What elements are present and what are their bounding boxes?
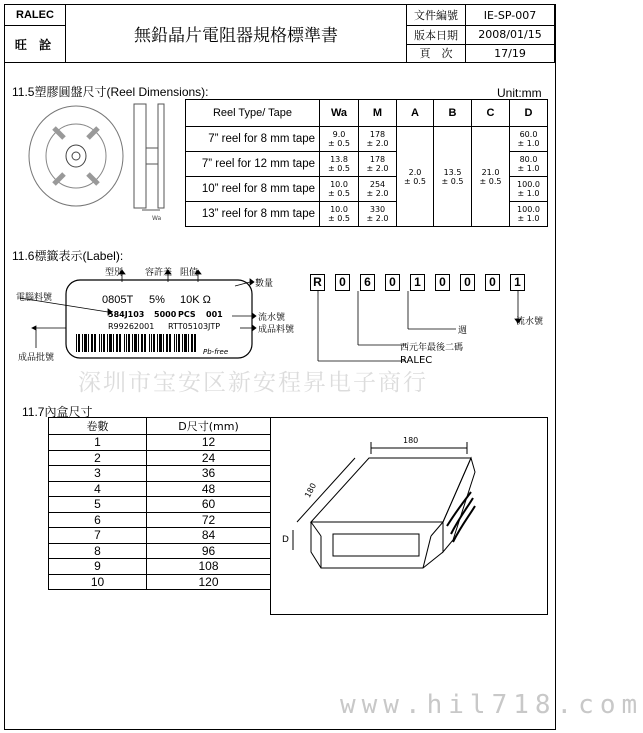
label-line3b: RTT05103JTP [168,322,221,331]
barcode-bar [141,334,143,352]
d-size-cell: 120 [147,574,271,590]
wa-value: 10.0 [330,205,348,214]
d-tol: ± 1.0 [517,139,540,148]
table-row [49,481,271,497]
table-row [49,497,271,513]
barcode-bar [76,334,77,352]
reel-type: 7” reel for 12 mm tape [186,152,320,177]
wa-tol: ± 0.5 [328,189,350,198]
quantity-label: 數量 [255,279,274,289]
barcode-bar [113,334,114,352]
pb-free: Pb-free [203,348,229,356]
d-value: 100.0 [517,180,540,189]
doc-title: 無鉛晶片電阻器規格標準書 [66,5,407,63]
version-date: 2008/01/15 [466,26,555,45]
inner-section-title: 11.7內盒尺寸 [22,405,93,419]
barcode-bar [178,334,180,352]
label-tolerance: 5% [149,294,165,306]
col-a: A [397,100,434,127]
table-row [49,512,271,528]
barcode-bar [82,334,83,352]
reel-section-title: 11.5塑膠圓盤尺寸(Reel Dimensions): [12,85,209,99]
table-row [49,450,271,466]
col-b: B [434,100,472,127]
version-label: 版本日期 [407,26,466,45]
code-brand-label: RALEC [400,355,433,366]
reel-drawing [14,98,184,226]
inner-box-drawing-frame [270,417,548,615]
code-week-label: 週 [458,326,468,336]
d-size-cell: 72 [147,512,271,528]
code-char-box: R [310,274,325,291]
barcode-bar [107,334,108,352]
code-char-box: 1 [510,274,525,291]
d-size-cell: 60 [147,497,271,513]
barcode-bar [144,334,146,352]
barcode-bar [169,334,171,352]
label-line2c: PCS [178,310,196,319]
code-char-box: 0 [435,274,450,291]
reel-count-cell: 4 [49,481,147,497]
reel-count-cell: 5 [49,497,147,513]
table-row [49,559,271,575]
col-d-size: D尺寸(mm) [147,418,271,435]
wa-tol: ± 0.5 [328,214,350,223]
barcode-bar [194,334,196,352]
wa-tol: ± 0.5 [328,164,350,173]
doc-no: IE-SP-007 [466,5,555,26]
label-line3a: R99262001 [108,322,155,331]
inner-table-header [49,418,271,435]
barcode-bar [109,334,112,352]
code-char-box: 0 [385,274,400,291]
d-size-cell: 108 [147,559,271,575]
reel-type: 10” reel for 8 mm tape [186,177,320,202]
barcode-bar [132,334,133,352]
barcode-bar [116,334,118,352]
c-value: 21.0 [481,167,500,177]
table-row [49,466,271,482]
col-d: D [510,100,548,127]
barcode-bar [182,334,183,352]
wa-value: 9.0 [332,130,346,139]
code-char-box: 0 [485,274,500,291]
barcode-bar [176,334,177,352]
label-part: 0805T [102,294,134,306]
type-label: 型別 [105,268,124,278]
watermark: 深圳市宝安区新安程昇电子商行 [78,370,428,396]
barcode-bar [163,334,164,352]
col-m: M [359,100,397,127]
d-tol: ± 1.0 [517,214,540,223]
barcode-bar [119,334,121,352]
reel-side-view [134,104,164,222]
barcode-bar [128,334,130,352]
m-value: 178 [369,155,386,164]
reel-table-header [186,100,548,127]
barcode-bar [184,334,187,352]
reel-type: 7” reel for 8 mm tape [186,127,320,152]
label-line2a: 584J103 [108,310,145,319]
page-number: 17/19 [466,44,555,63]
barcode-bar [88,334,89,352]
d-size-cell: 96 [147,543,271,559]
barcode-bar [78,334,80,352]
code-char-box: 1 [410,274,425,291]
code-char-box: 6 [360,274,375,291]
c-tol: ± 0.5 [479,176,502,186]
barcode-bar [94,334,96,352]
d-size-cell: 84 [147,528,271,544]
reel-front-view [29,106,123,206]
reel-count-cell: 6 [49,512,147,528]
label-resistance: 10K Ω [180,294,211,306]
inner-box-table [48,417,271,590]
m-value: 178 [369,130,386,139]
dim-side: 180 [303,481,319,500]
unit-label: Unit:mm [497,86,542,100]
code-char-box: 0 [335,274,350,291]
reel-count-cell: 7 [49,528,147,544]
d-value: 80.0 [519,155,538,164]
company-name-cn: 旺 詮 [5,26,66,63]
d-size-cell: 24 [147,450,271,466]
barcode-bar [101,334,102,352]
header [4,4,555,63]
label-line2d: 001 [206,310,223,319]
barcode-bar [188,334,189,352]
batch-label: 成品批號 [18,353,55,363]
barcode-bar [191,334,193,352]
barcode-bar [84,334,87,352]
d-tol: ± 1.0 [517,164,540,173]
barcode-bar [91,334,93,352]
wa-tol: ± 0.5 [328,139,350,148]
barcode-bar [153,334,155,352]
d-tol: ± 1.0 [517,189,540,198]
table-row [49,574,271,590]
d-value: 60.0 [519,130,538,139]
product-part-label: 成品料號 [258,325,295,335]
serial-label: 流水號 [258,313,286,323]
barcode-bar [103,334,105,352]
b-tol: ± 0.5 [441,176,464,186]
reel-count-cell: 1 [49,435,147,451]
tolerance-label: 容許差 [145,268,173,278]
barcode-bar [126,334,127,352]
barcode-bar [157,334,158,352]
col-reel-type: Reel Type/ Tape [186,100,320,127]
footer-url-watermark: www.hil718.com [340,690,643,720]
table-row [49,543,271,559]
m-tol: ± 2.0 [366,139,389,148]
reel-count-cell: 8 [49,543,147,559]
reel-count-cell: 9 [49,559,147,575]
reel-count-cell: 10 [49,574,147,590]
barcode-bar [174,334,175,352]
m-tol: ± 2.0 [366,189,389,198]
company-name: RALEC [5,5,66,26]
code-serial-label: 流水號 [516,317,544,327]
wa-value: 10.0 [330,180,348,189]
svg-text:Wa: Wa [152,215,162,222]
reel-count-cell: 3 [49,466,147,482]
code-year-label: 西元年最後二碼 [400,343,464,353]
dim-d: D [282,535,289,545]
inner-box-drawing [271,418,547,614]
dim-top: 180 [403,436,419,445]
doc-no-label: 文件編號 [407,5,466,26]
reel-table [185,99,548,227]
barcode-bar [134,334,137,352]
a-tol: ± 0.5 [404,176,426,186]
page-label: 頁 次 [407,44,466,63]
m-tol: ± 2.0 [366,214,389,223]
barcode-bar [149,334,150,352]
col-wa: Wa [320,100,359,127]
m-value: 254 [369,180,386,189]
d-value: 100.0 [517,205,540,214]
m-value: 330 [369,205,386,214]
b-value: 13.5 [443,167,462,177]
table-row [49,435,271,451]
a-value: 2.0 [408,167,422,177]
reel-type: 13” reel for 8 mm tape [186,202,320,227]
table-row [186,127,548,152]
d-size-cell: 48 [147,481,271,497]
reel-count-cell: 2 [49,450,147,466]
barcode-bar [159,334,162,352]
code-char-box: 0 [460,274,475,291]
m-tol: ± 2.0 [366,164,389,173]
table-row [49,528,271,544]
label-line2b: 5000 [154,310,177,319]
col-c: C [472,100,510,127]
barcode-bar [124,334,125,352]
label-section-title: 11.6標籤表示(Label): [12,249,124,263]
pc-part-label: 電腦料號 [16,293,53,303]
barcode-bar [138,334,139,352]
wa-value: 13.8 [330,155,348,164]
barcode [76,334,196,352]
barcode-bar [166,334,168,352]
value-label: 阻值 [180,268,199,278]
d-size-cell: 36 [147,466,271,482]
barcode-bar [99,334,100,352]
col-reels: 卷數 [49,418,147,435]
barcode-bar [151,334,152,352]
d-size-cell: 12 [147,435,271,451]
